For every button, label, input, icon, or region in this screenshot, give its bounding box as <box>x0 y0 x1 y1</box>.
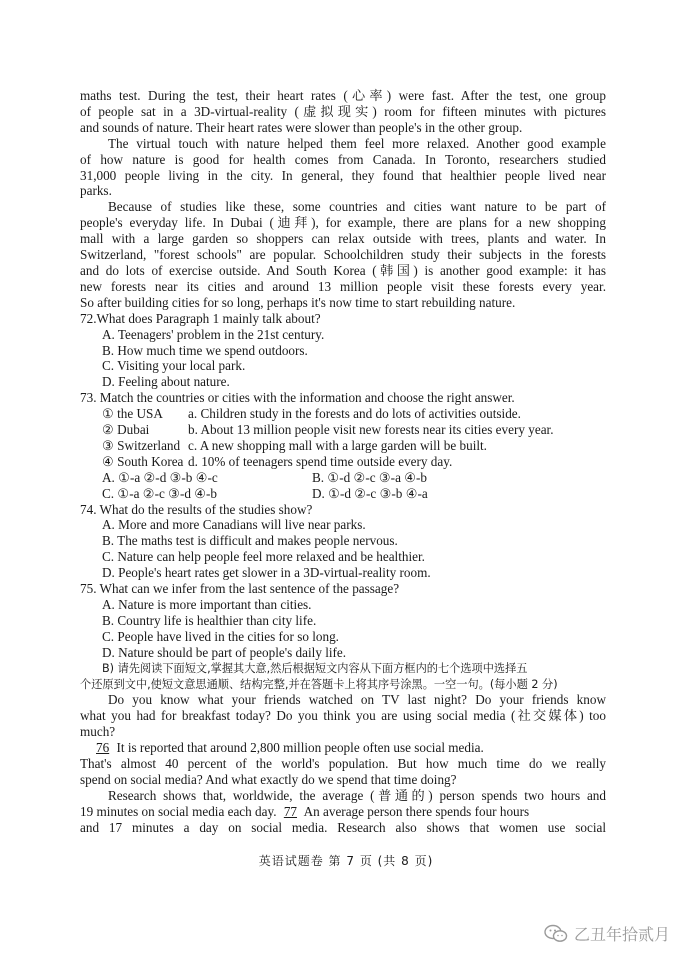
match-right: a. Children study in the forests and do lots of activities outside. <box>188 406 521 422</box>
watermark <box>544 922 670 945</box>
option-d: D. ①-d ②-c ③-b ④-a <box>312 485 428 501</box>
text-line: That's almost 40 percent of the world's population. But how much time do we really <box>80 756 606 772</box>
text-line <box>80 804 606 820</box>
match-left: ③ Switzerland <box>102 437 181 453</box>
text-line: Do you know what your friends watched on TV last night? Do your friends know <box>108 692 606 708</box>
option-c: C. ①-a ②-c ③-d ④-b <box>102 485 218 501</box>
question-stem: 72.What does Paragraph 1 mainly talk about? <box>80 310 321 326</box>
option-c: C. People have lived in the cities for so long. <box>102 628 339 644</box>
option-d: D. Nature should be part of people's daily life. <box>102 644 347 660</box>
match-row <box>80 454 606 470</box>
text-line: So after building cities for so long, perhaps it's now time to start rebuilding nature. <box>80 294 516 310</box>
match-row <box>80 422 606 438</box>
match-left: ④ South Korea <box>102 453 184 469</box>
question-75 <box>80 581 606 661</box>
answer-blank-77[interactable]: 77 <box>283 803 298 819</box>
exam-page <box>80 88 606 836</box>
text-line: people's everyday life. In Dubai (迪拜), for example, there are plans for a new shopping <box>80 215 606 231</box>
text-line: new forests near its cities and around 13 million people visit these forests every year. <box>80 278 606 294</box>
option-c: C. Visiting your local park. <box>102 358 246 374</box>
section-instructions: B) 请先阅读下面短文,掌握其大意,然后根据短文内容从下面方框内的七个选项中选择五 <box>102 661 528 675</box>
text-line: of people sat in a 3D-virtual-reality (虚拟现实) room for fifteen minutes with pictures <box>80 103 606 119</box>
match-right: d. 10% of teenagers spend time outside every day. <box>188 453 453 469</box>
option-b: B. The maths test is difficult and makes people nervous. <box>102 533 398 549</box>
text-line: and sounds of nature. Their heart rates were slower than people's in the other group. <box>80 119 523 135</box>
option-a: A. More and more Canadians will live near parks. <box>102 517 366 533</box>
answer-blank-76[interactable]: 76 <box>96 740 110 756</box>
match-right: c. A new shopping mall with a large garden will be built. <box>188 437 487 453</box>
text-line: parks. <box>80 183 112 199</box>
text-line <box>80 740 606 756</box>
watermark-text: 乙丑年拾贰月 <box>573 925 670 944</box>
text-segment: 19 minutes on social media each day. <box>80 803 277 819</box>
match-right: b. About 13 million people visit new forests near its cities every year. <box>188 422 554 438</box>
text-line: 31,000 people living in the city. In general, they found that healthier people lived near <box>80 167 606 183</box>
text-line: mall with a large garden so shoppers can relax outside with trees, plants and water. In <box>80 231 606 247</box>
text-line: The virtual touch with nature helped them feel more relaxed. Another good example <box>108 135 606 151</box>
match-left: ① the USA <box>102 406 163 422</box>
question-stem: 75. What can we infer from the last sentence of the passage? <box>80 581 400 597</box>
question-stem: 73. Match the countries or cities with the information and choose the right answer. <box>80 390 515 406</box>
option-b: B. ①-d ②-c ③-a ④-b <box>312 469 428 485</box>
text-line: what you had for breakfast today? Do you think you are using social media (社交媒体) too <box>80 708 606 724</box>
question-stem: 74. What do the results of the studies show? <box>80 501 313 517</box>
text-line: Switzerland, "forest schools" are popular. Schoolchildren study their subjects in the forests <box>80 247 606 263</box>
text-line: Because of studies like these, some countries and cities want nature to be part of <box>108 199 606 215</box>
text-line: maths test. During the test, their heart rates (心率) were fast. After the test, one group <box>80 88 606 103</box>
text-line: spend on social media? And what exactly do we spend that time doing? <box>80 771 457 787</box>
text-segment: An average person there spends four hours <box>303 803 530 819</box>
section-b <box>80 661 606 836</box>
text-line: Research shows that, worldwide, the average (普通的) person spends two hours and <box>108 787 606 803</box>
text-line: and do lots of exercise outside. And South Korea (韩国) is another good example: it has <box>80 262 606 278</box>
question-72 <box>80 311 606 391</box>
match-row <box>80 406 606 422</box>
option-c: C. Nature can help people feel more relaxed and be healthier. <box>102 549 425 565</box>
question-74 <box>80 502 606 582</box>
option-d: D. Feeling about nature. <box>102 374 230 390</box>
option-b: B. How much time we spend outdoors. <box>102 342 308 358</box>
match-row <box>80 438 606 454</box>
text-line: and 17 minutes a day on social media. Research also shows that women use social <box>80 819 606 835</box>
text-line: much? <box>80 724 116 740</box>
passage-paragraph-1 <box>80 88 606 136</box>
option-a: A. Nature is more important than cities. <box>102 597 312 612</box>
option-a: A. ①-a ②-d ③-b ④-c <box>102 469 218 485</box>
option-row <box>80 470 606 486</box>
option-row <box>80 486 606 502</box>
text-line: of how nature is good for health comes from Canada. In Toronto, researchers studied <box>80 151 606 167</box>
option-d: D. People's heart rates get slower in a 3D-virtual-reality room. <box>102 565 431 581</box>
option-a: A. Teenagers' problem in the 21st century. <box>102 326 325 342</box>
passage-paragraph-3 <box>80 199 606 310</box>
text-segment: It is reported that around 2,800 million people often use social media. <box>116 740 484 756</box>
wechat-icon <box>544 924 568 944</box>
passage-paragraph-2 <box>80 136 606 200</box>
page-footer: 英语试题卷 第 7 页 (共 8 页) <box>258 854 434 868</box>
option-b: B. Country life is healthier than city life. <box>102 612 317 628</box>
match-left: ② Dubai <box>102 422 150 438</box>
section-instructions: 个还原到文中,使短文意思通顺、结构完整,并在答题卡上将其序号涂黑。一空一句。(每小题 2 分) <box>80 677 558 691</box>
question-73 <box>80 390 606 501</box>
